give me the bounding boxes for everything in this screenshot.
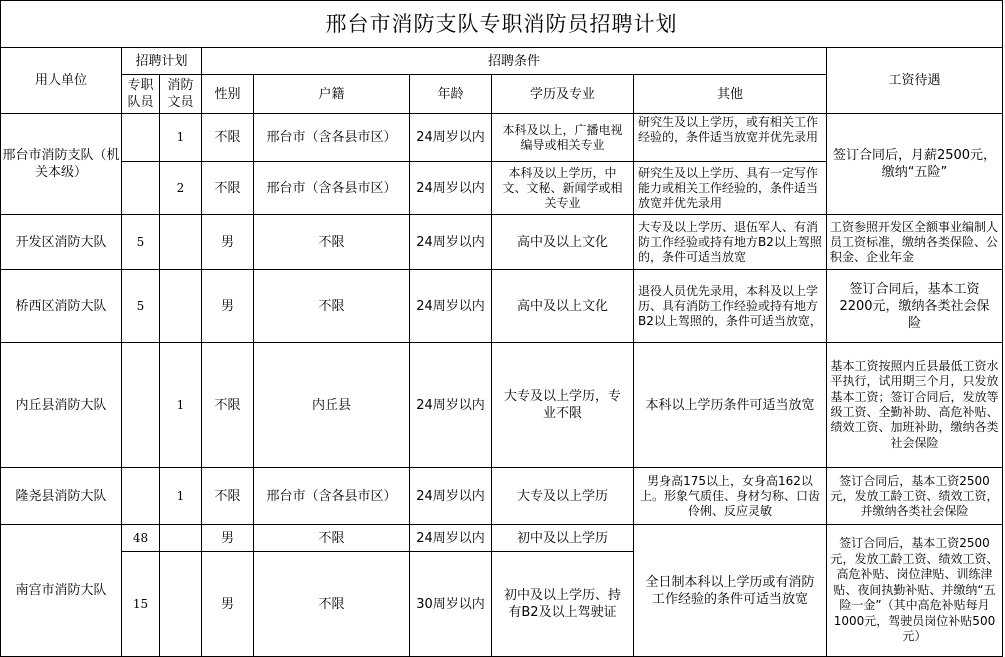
page-title: 邢台市消防支队专职消防员招聘计划 [0,0,1003,48]
xingtai-r2-age: 24周岁以内 [410,162,492,215]
kaifa-clerk [160,215,202,270]
nangong-r2-team: 15 [122,552,160,657]
qiaoxi-salary: 签订合同后，基本工资2200元，缴纳各类社会保险 [827,270,1003,343]
neiqiu-other: 本科以上学历条件可适当放宽 [634,343,827,468]
nangong-r2-age: 30周岁以内 [410,552,492,657]
xingtai-r2-gender: 不限 [202,162,254,215]
neiqiu-team [122,343,160,468]
qiaoxi-education: 高中及以上文化 [492,270,634,343]
neiqiu-gender: 不限 [202,343,254,468]
header-household: 户籍 [254,75,410,114]
neiqiu-household: 内丘县 [254,343,410,468]
kaifa-gender: 男 [202,215,254,270]
header-plan: 招聘计划 [122,48,202,75]
unit-qiaoxi: 桥西区消防大队 [0,270,122,343]
nangong-r2-gender: 男 [202,552,254,657]
xingtai-r2-other: 研究生及以上学历、具有一定写作能力或相关工作经验的，条件适当放宽并优先录用 [634,162,827,215]
xingtai-r2-team [122,162,160,215]
header-unit: 用人单位 [0,48,122,114]
header-other: 其他 [634,75,827,114]
header-plan-clerk: 消防 文员 [160,75,202,114]
neiqiu-clerk: 1 [160,343,202,468]
xingtai-r2-education: 本科及以上学历，中文、文秘、新闻学或相关专业 [492,162,634,215]
nangong-r1-education: 初中及以上学历 [492,525,634,552]
neiqiu-age: 24周岁以内 [410,343,492,468]
qiaoxi-team: 5 [122,270,160,343]
nangong-r1-household: 不限 [254,525,410,552]
nangong-salary: 签订合同后，基本工资2500元，发放工龄工资、绩效工资、高危补贴、岗位津贴、训练津贴、夜间执勤补贴、并缴纳“五险一金”（其中高危补贴每月1000元，驾驶员岗位补贴500元） [827,525,1003,657]
unit-kaifa: 开发区消防大队 [0,215,122,270]
longyao-clerk: 1 [160,468,202,525]
kaifa-team: 5 [122,215,160,270]
header-plan-team: 专职 队员 [122,75,160,114]
nangong-r1-team: 48 [122,525,160,552]
header-salary: 工资待遇 [827,48,1003,114]
longyao-household: 邢台市（含各县市区） [254,468,410,525]
xingtai-salary: 签订合同后，月薪2500元，缴纳“五险” [827,114,1003,215]
xingtai-r1-household: 邢台市（含各县市区） [254,114,410,162]
qiaoxi-household: 不限 [254,270,410,343]
nangong-r2-clerk [160,552,202,657]
xingtai-r1-age: 24周岁以内 [410,114,492,162]
xingtai-r1-team [122,114,160,162]
neiqiu-education: 大专及以上学历，专业不限 [492,343,634,468]
unit-longyao: 隆尧县消防大队 [0,468,122,525]
kaifa-age: 24周岁以内 [410,215,492,270]
header-age: 年龄 [410,75,492,114]
neiqiu-salary: 基本工资按照内丘县最低工资水平执行，试用期三个月，只发放基本工资；签订合同后，发放等级工资、全勤补助、高危补贴、绩效工资、加班补助，缴纳各类社会保险 [827,343,1003,468]
header-gender: 性别 [202,75,254,114]
kaifa-education: 高中及以上文化 [492,215,634,270]
nangong-r1-age: 24周岁以内 [410,525,492,552]
xingtai-r1-other: 研究生及以上学历，或有相关工作经验的，条件适当放宽并优先录用 [634,114,827,162]
nangong-other: 全日制本科以上学历或有消防工作经验的条件可适当放宽 [634,525,827,657]
nangong-r1-gender: 男 [202,525,254,552]
nangong-r2-education: 初中及以上学历、持有B2及以上驾驶证 [492,552,634,657]
longyao-other: 男身高175以上，女身高162以上。形象气质佳、身材匀称、口齿伶俐、反应灵敏 [634,468,827,525]
qiaoxi-age: 24周岁以内 [410,270,492,343]
longyao-education: 大专及以上学历 [492,468,634,525]
qiaoxi-gender: 男 [202,270,254,343]
xingtai-r2-clerk: 2 [160,162,202,215]
longyao-gender: 不限 [202,468,254,525]
unit-nangong: 南宫市消防大队 [0,525,122,657]
xingtai-r1-education: 本科及以上，广播电视编导或相关专业 [492,114,634,162]
qiaoxi-other: 退役人员优先录用，本科及以上学历、具有消防工作经验或持有地方B2以上驾照的，条件可适当放宽， [634,270,827,343]
longyao-age: 24周岁以内 [410,468,492,525]
unit-xingtai: 邢台市消防支队（机关本级） [0,114,122,215]
xingtai-r1-gender: 不限 [202,114,254,162]
kaifa-other: 大专及以上学历、退伍军人、有消防工作经验或持有地方B2以上驾照的，条件可适当放宽 [634,215,827,270]
longyao-team [122,468,160,525]
nangong-r2-household: 不限 [254,552,410,657]
xingtai-r1-clerk: 1 [160,114,202,162]
xingtai-r2-household: 邢台市（含各县市区） [254,162,410,215]
unit-neiqiu: 内丘县消防大队 [0,343,122,468]
longyao-salary: 签订合同后，基本工资2500元，发放工龄工资、绩效工资，并缴纳各类社会保险 [827,468,1003,525]
header-education: 学历及专业 [492,75,634,114]
kaifa-salary: 工资参照开发区全额事业编制人员工资标准，缴纳各类保险、公积金、企业年金 [827,215,1003,270]
header-conditions: 招聘条件 [202,48,827,75]
nangong-r1-clerk [160,525,202,552]
qiaoxi-clerk [160,270,202,343]
kaifa-household: 不限 [254,215,410,270]
